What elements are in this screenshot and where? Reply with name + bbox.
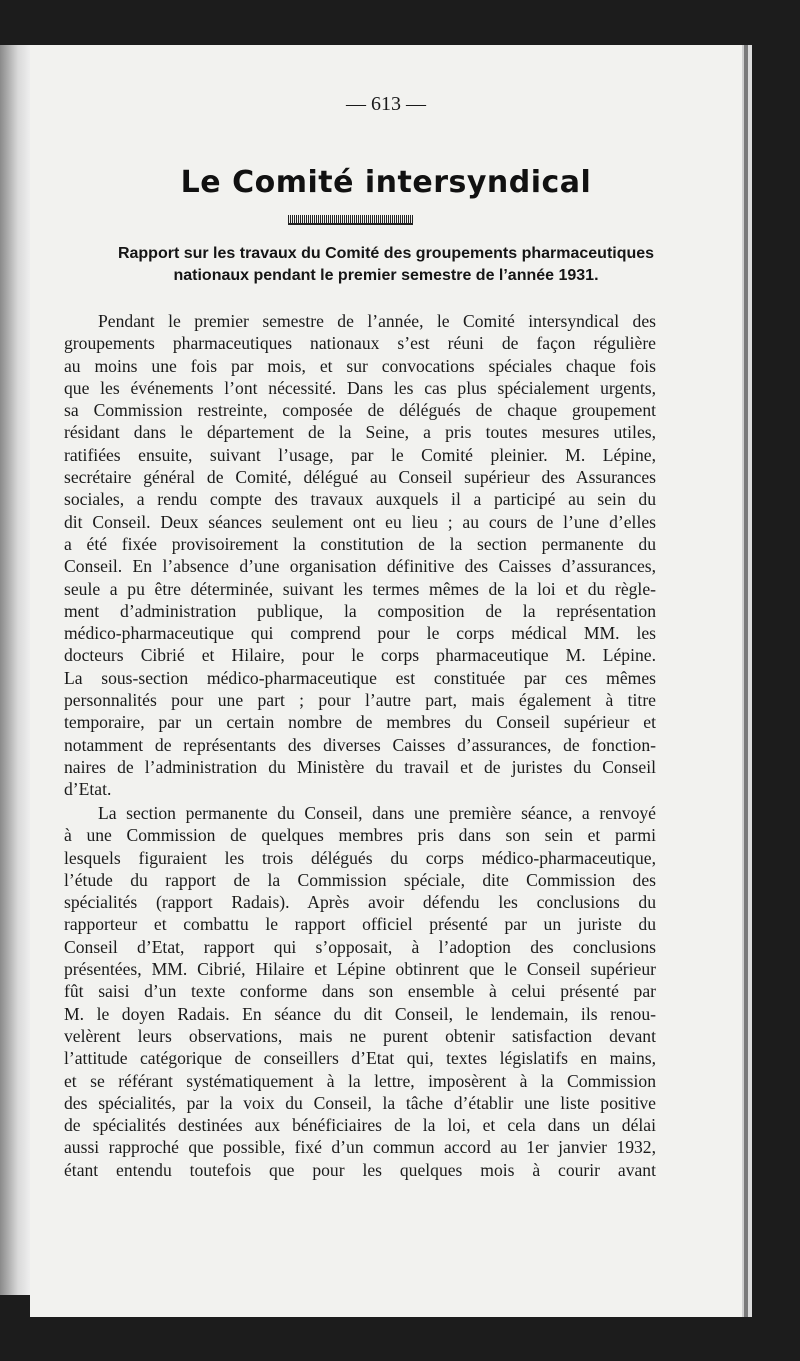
text-line: groupements pharmaceutiques nationaux s’est réuni de façon régulière xyxy=(64,333,656,354)
text-line: dit Conseil. Deux séances seulement ont eu lieu ; au cours de l’une d’elles xyxy=(64,511,656,532)
text-line: secrétaire général de Comité, délégué au Conseil supérieur des Assurances xyxy=(64,467,656,488)
text-line: La sous-section médico-pharmaceutique est constituée par ces mêmes xyxy=(64,667,656,688)
text-line: que les événements l’ont nécessité. Dans les cas plus spécialement urgents, xyxy=(64,377,656,398)
text-line: La section permanente du Conseil, dans une première séance, a renvoyé xyxy=(98,803,656,823)
text-line: spécialités (rapport Radais). Après avoir défendu les conclusions du xyxy=(64,892,656,913)
paragraph-2 xyxy=(64,802,656,1181)
text-line: velèrent leurs observations, mais ne purent obtenir satisfaction devant xyxy=(64,1025,656,1046)
text-line: naires de l’administration du Ministère du travail et de juristes du Conseil xyxy=(64,756,656,777)
text-line: sa Commission restreinte, composée de délégués de chaque groupement xyxy=(64,400,656,421)
article-subtitle xyxy=(68,243,704,287)
text-line: à une Commission de quelques membres pris dans son sein et parmi xyxy=(64,825,656,846)
text-line: temporaire, par un certain nombre de membres du Conseil supérieur et xyxy=(64,712,656,733)
text-line: des spécialités, par la voix du Conseil, la tâche d’établir une liste positive xyxy=(64,1092,656,1113)
text-line: ment d’administration publique, la composition de la représentation xyxy=(64,600,656,621)
text-line: de spécialités destinées aux bénéficiaires de la loi, et cela dans un délai xyxy=(64,1115,656,1136)
text-line: seule a pu être déterminée, suivant les termes mêmes de la loi et du règle- xyxy=(64,578,656,599)
text-line: notamment de représentants des diverses Caisses d’assurances, de fonction- xyxy=(64,734,656,755)
text-line: l’attitude catégorique de conseillers d’Etat qui, textes législatifs en mains, xyxy=(64,1048,656,1069)
text-line: médico-pharmaceutique qui comprend pour le corps médical MM. les xyxy=(64,623,656,644)
text-line: aussi rapproché que possible, fixé d’un commun accord au 1er janvier 1932, xyxy=(64,1137,656,1158)
text-line: Conseil. En l’absence d’une organisation définitive des Caisses d’assurances, xyxy=(64,556,656,577)
facing-page-edge xyxy=(0,45,30,1295)
text-line: rapporteur et combattu le rapport officiel présenté par un juriste du xyxy=(64,914,656,935)
text-line: étant entendu toutefois que pour les quelques mois à courir avant xyxy=(64,1159,656,1180)
text-line: au moins une fois par mois, et sur convocations spéciales chaque fois xyxy=(64,355,656,376)
text-line: sociales, a rendu compte des travaux auxquels il a participé au sein du xyxy=(64,489,656,510)
text-line: Conseil d’Etat, rapport qui s’opposait, à l’adoption des conclusions xyxy=(64,936,656,957)
text-line: M. le doyen Radais. En séance du dit Conseil, le lendemain, ils renou- xyxy=(64,1003,656,1024)
book-page xyxy=(30,45,742,1317)
subtitle-line: Rapport sur les travaux du Comité des groupements pharmaceutiques xyxy=(117,245,655,262)
text-line: l’étude du rapport de la Commission spéciale, dite Commission des xyxy=(64,869,656,890)
paragraph-1 xyxy=(64,310,656,801)
text-line: d’Etat. xyxy=(64,779,112,800)
text-line: ratifiées ensuite, suivant l’usage, par le Comité pleinier. M. Lépine, xyxy=(64,444,656,465)
article-title: Le Comité intersyndical xyxy=(180,165,592,200)
title-rule xyxy=(288,215,413,225)
text-line: Pendant le premier semestre de l’année, le Comité intersyndical des xyxy=(98,311,656,331)
text-line: résidant dans le département de la Seine, a pris toutes mesures utiles, xyxy=(64,422,656,443)
text-line: docteurs Cibrié et Hilaire, pour le corps pharmaceutique M. Lépine. xyxy=(64,645,656,666)
text-line: présentées, MM. Cibrié, Hilaire et Lépine obtinrent que le Conseil supérieur xyxy=(64,959,656,980)
text-line: et se référant systématiquement à la lettre, imposèrent à la Commission xyxy=(64,1070,656,1091)
subtitle-line: nationaux pendant le premier semestre de l’année 1931. xyxy=(173,267,599,284)
text-line: lesquels figuraient les trois délégués du corps médico-pharmaceutique, xyxy=(64,847,656,868)
text-line: fût saisi d’un texte conforme dans son ensemble à celui présenté par xyxy=(64,981,656,1002)
text-line: a été fixée provisoirement la constitution de la section permanente du xyxy=(64,533,656,554)
text-line: personnalités pour une part ; pour l’autre part, mais également à titre xyxy=(64,690,656,711)
page-number: — 613 — xyxy=(346,93,426,115)
